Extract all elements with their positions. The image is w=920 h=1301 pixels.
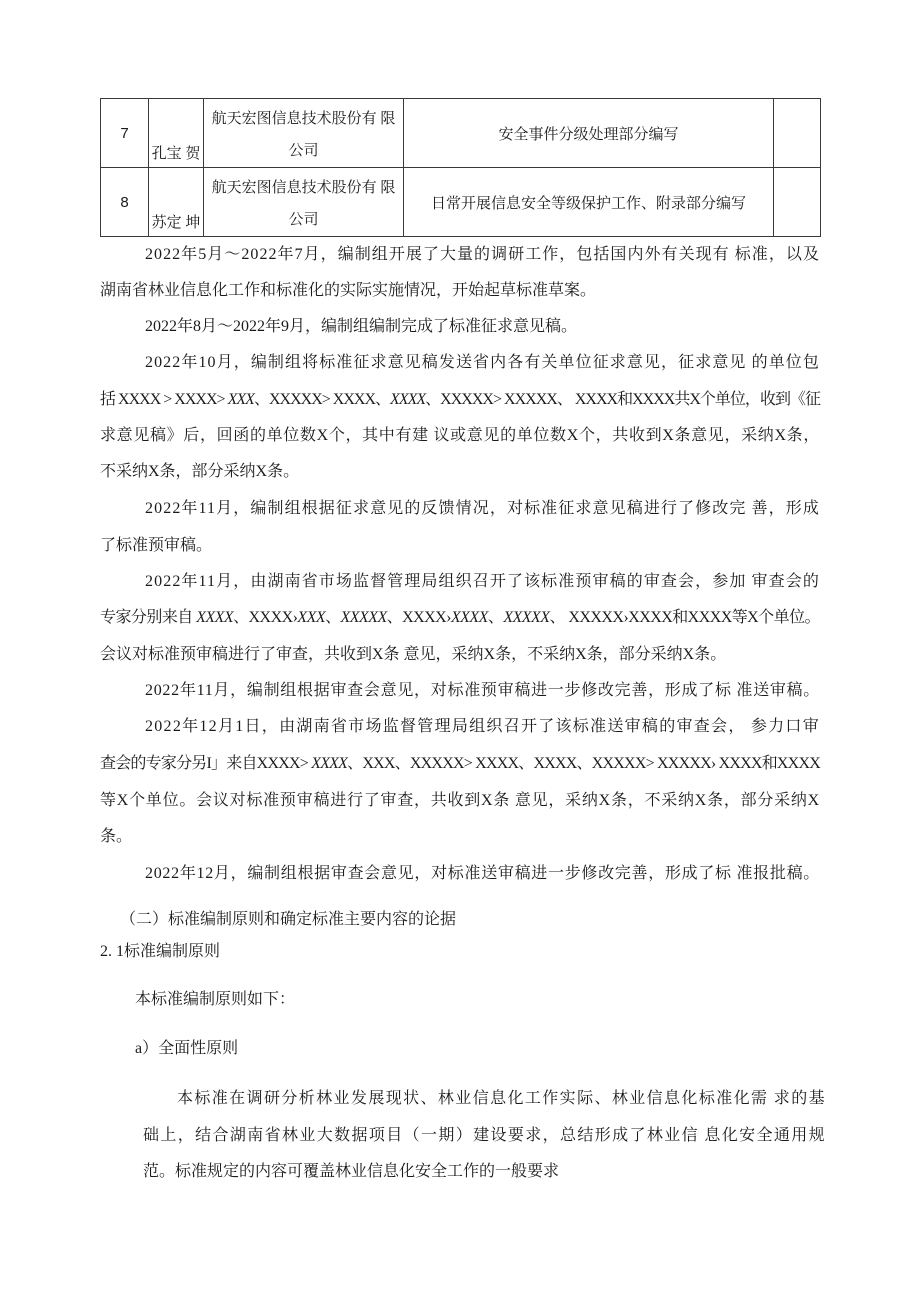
text-segment: 、 XXXXX›XXXX和XXXX等X个单位。	[549, 609, 820, 626]
text-segment: XXXXX	[503, 609, 550, 626]
paragraph-line: 会议对标准预审稿进行了审查，共收到X条 意见，采纳X条，不采纳X条，部分采纳X条。	[100, 646, 727, 663]
company-line: 公司	[288, 212, 319, 228]
paragraph-line: 2022年8月～2022年9月，编制组编制完成了标准征求意见稿。	[145, 318, 578, 335]
text-segment: 、XXX、XXXXX> XXXX、XXXX、XXXXX> XXXXX› XXXX和XXXX	[347, 755, 820, 772]
paragraph-line: 范。标准规定的内容可覆盖林业信息化安全工作的一般要求	[143, 1163, 560, 1180]
text-segment: XXX	[227, 391, 254, 408]
text-segment: XXX	[297, 609, 326, 626]
text-segment: XXXX	[196, 609, 234, 626]
text-segment: XXXX	[390, 391, 426, 408]
paragraph-line: 2022年11月，编制组根据征求意见的反馈情况，对标准征求意见稿进行了修改完 善，形成	[145, 500, 820, 517]
table-row	[101, 168, 821, 237]
paragraph-line: 础上，结合湖南省林业大数据项目（一期）建设要求，总结形成了林业信 息化安全通用规	[143, 1127, 826, 1144]
paragraph-line: 2022年11月，由湖南省市场监督管理局组织召开了该标准预审稿的审查会，参加 审查会的	[145, 573, 820, 590]
row-number: 7	[101, 99, 149, 168]
paragraph-line: 湖南省林业信息化工作和标准化的实际实施情况，开始起草标准草案。	[100, 282, 597, 299]
paragraph-line: 2022年5月～2022年7月，编制组开展了大量的调研工作，包括国内外有关现有 标准，以及	[145, 246, 820, 263]
text-segment: XXXXX	[340, 609, 387, 626]
text-segment: XXXX	[450, 609, 488, 626]
paragraph-line	[100, 389, 820, 411]
member-task: 安全事件分级处理部分编写	[404, 99, 774, 168]
row-number: 8	[101, 168, 149, 237]
paragraph-line: 2022年11月，编制组根据审查会意见，对标准预审稿进一步修改完善，形成了标 准送审稿。	[145, 682, 820, 699]
text-segment: 、XXXX›	[386, 609, 451, 626]
text-segment: 、XXXXX> XXXX、	[253, 391, 391, 408]
paragraph-line: 2022年10月，编制组将标准征求意见稿发送省内各有关单位征求意见，征求意见 的单位包	[145, 354, 820, 371]
principle-title: a）全面性原则	[135, 1040, 239, 1057]
paragraph-line: 2022年12月，编制组根据审查会意见，对标准送审稿进一步修改完善，形成了标 准报批稿。	[145, 865, 820, 882]
intro-text: 本标准编制原则如下：	[135, 991, 296, 1008]
text-segment: 、	[487, 609, 504, 626]
member-company	[204, 168, 404, 237]
paragraph-line: 2022年12月1日，由湖南省市场监督管理局组织召开了该标准送审稿的审查会， 参力口审	[145, 718, 820, 735]
table-row	[101, 99, 821, 168]
company-line: 航天宏图信息技术股份有 限	[211, 111, 396, 127]
member-task: 日常开展信息安全等级保护工作、附录部分编写	[404, 168, 774, 237]
text-segment: 括 XXXX > XXXX>	[100, 391, 228, 408]
company-line: 公司	[288, 143, 319, 159]
paragraph-line: 本标准在调研分析林业发展现状、林业信息化工作实际、林业信息化标准化需 求的基	[177, 1090, 826, 1107]
remark-cell	[774, 99, 821, 168]
company-line: 航天宏图信息技术股份有 限	[211, 180, 396, 196]
paragraph-line: 求意见稿》后，回函的单位数X个，其中有建 议或意见的单位数X个，共收到X条意见，采纳X条，	[100, 427, 820, 444]
member-company	[204, 99, 404, 168]
text-segment: XXXX	[311, 755, 348, 772]
paragraph-line	[100, 607, 820, 629]
paragraph-line: 等X个单位。会议对标准预审稿进行了审查，共收到X条 意见，采纳X条，不采纳X条，部分采纳X	[100, 792, 820, 809]
paragraph-line	[100, 753, 820, 775]
subsection-heading: 2. 1标准编制原则	[100, 943, 221, 960]
contributors-table	[100, 98, 821, 237]
remark-cell	[774, 168, 821, 237]
text-segment: 、	[325, 609, 341, 626]
member-name: 苏定 坤	[149, 168, 204, 237]
text-segment: 查会的专家分另I」来自XXXX>	[100, 755, 312, 772]
paragraph-line: 条。	[100, 828, 133, 845]
paragraph-line: 了标准预审稿。	[100, 537, 213, 554]
section-heading: （二）标准编制原则和确定标准主要内容的论据	[120, 911, 457, 928]
text-segment: 专家分别来自	[100, 609, 197, 626]
text-segment: 、XXXX›	[233, 609, 298, 626]
paragraph-line: 不采纳X条，部分采纳X条。	[100, 463, 300, 480]
text-segment: 、XXXXX> XXXXX、 XXXX和XXXX共X个单位，收到《征	[425, 391, 820, 408]
member-name: 孔宝 贺	[149, 99, 204, 168]
